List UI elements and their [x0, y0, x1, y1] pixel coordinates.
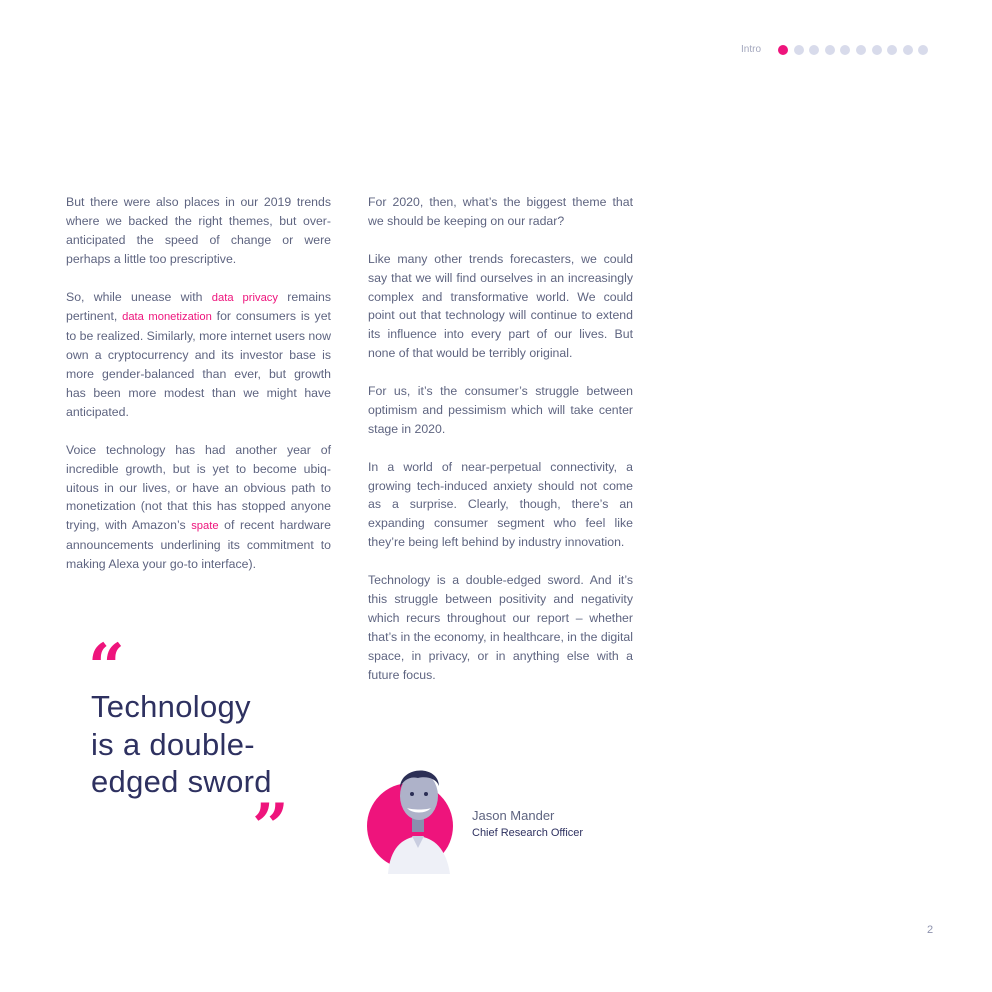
paragraph	[66, 288, 331, 422]
paragraph	[66, 441, 331, 574]
pull-quote	[91, 688, 331, 801]
pull-quote-line: edged sword	[91, 764, 272, 799]
paragraph: For us, it’s the consumer’s struggle between optimism and pessimism which will take center stage in 2020.	[368, 384, 633, 436]
paragraph: For 2020, then, what’s the biggest theme that we should be keeping on our radar?	[368, 195, 633, 228]
paragraph: Like many other trends forecasters, we could say that we will find ourselves in an increasingly complex and transformative world. We could point out that technology will continue to extend its influence into every part of our lives. But none of that would be terribly original.	[368, 251, 633, 361]
section-nav	[741, 44, 928, 55]
page-dot-9[interactable]	[903, 45, 913, 55]
page-dot-8[interactable]	[887, 45, 897, 55]
author-role: Chief Research Officer	[472, 827, 584, 839]
author-avatar	[362, 752, 472, 874]
page-dot-2[interactable]	[794, 45, 804, 55]
close-quote-mark: ”	[252, 790, 289, 865]
author-info	[472, 807, 583, 842]
data-monetization-link[interactable]: data monetization	[122, 311, 212, 324]
author-name: Jason Mander	[472, 808, 555, 823]
paragraph: Technology is a double-edged sword. And it’s this struggle between positivity and negativity which recurs throughout our report – whether that’s in the economy, in healthcare, in the digital space, in privacy, or in anything else with a future focus.	[368, 573, 633, 682]
pull-quote-line: Technology	[91, 689, 251, 724]
paragraph: In a world of near-perpetual connectivity, a growing tech-induced anxiety should not come as a surprise. Clearly, though, there’s an expanding consumer segment who feel like they’re being left behind by industry innovation.	[368, 459, 633, 550]
page-dot-1[interactable]	[778, 45, 788, 55]
left-text-column	[66, 193, 331, 593]
page-dot-5[interactable]	[840, 45, 850, 55]
text-run: Voice technology has had another year of incredible growth, but is yet to become ubiquitous in our lives, or have an obvious path to monetization (not that this has stopped anyone trying, with Amazon’s	[66, 442, 331, 533]
page-dot-10[interactable]	[918, 45, 928, 55]
data-privacy-link[interactable]: data privacy	[211, 291, 278, 304]
page-dots	[778, 45, 928, 55]
text-run: remains pertinent,	[66, 289, 331, 324]
paragraph: But there were also places in our 2019 trends where we backed the right themes, but over-anticipated the speed of change or were perhaps a little too prescriptive.	[66, 195, 331, 266]
text-run: of recent hardware announcements underlining its commitment to making Alexa your go-to interface).	[66, 518, 331, 572]
page-dot-6[interactable]	[856, 45, 866, 55]
spate-link[interactable]: spate	[191, 520, 219, 533]
page-dot-7[interactable]	[872, 45, 882, 55]
text-run: for consumers is yet to be realized. Similarly, more internet users now own a cryptocurrency and its investor base is more gender-balanced than ever, but growth has been more modest than we might have anticipated.	[66, 309, 331, 419]
page-dot-4[interactable]	[825, 45, 835, 55]
section-label: Intro	[741, 44, 762, 55]
text-run: So, while unease with	[66, 289, 212, 304]
page-number: 2	[927, 924, 934, 936]
right-text-column	[368, 193, 633, 703]
open-quote-mark: “	[88, 630, 125, 705]
page-dot-3[interactable]	[809, 45, 819, 55]
pull-quote-line: is a double-	[91, 726, 255, 762]
